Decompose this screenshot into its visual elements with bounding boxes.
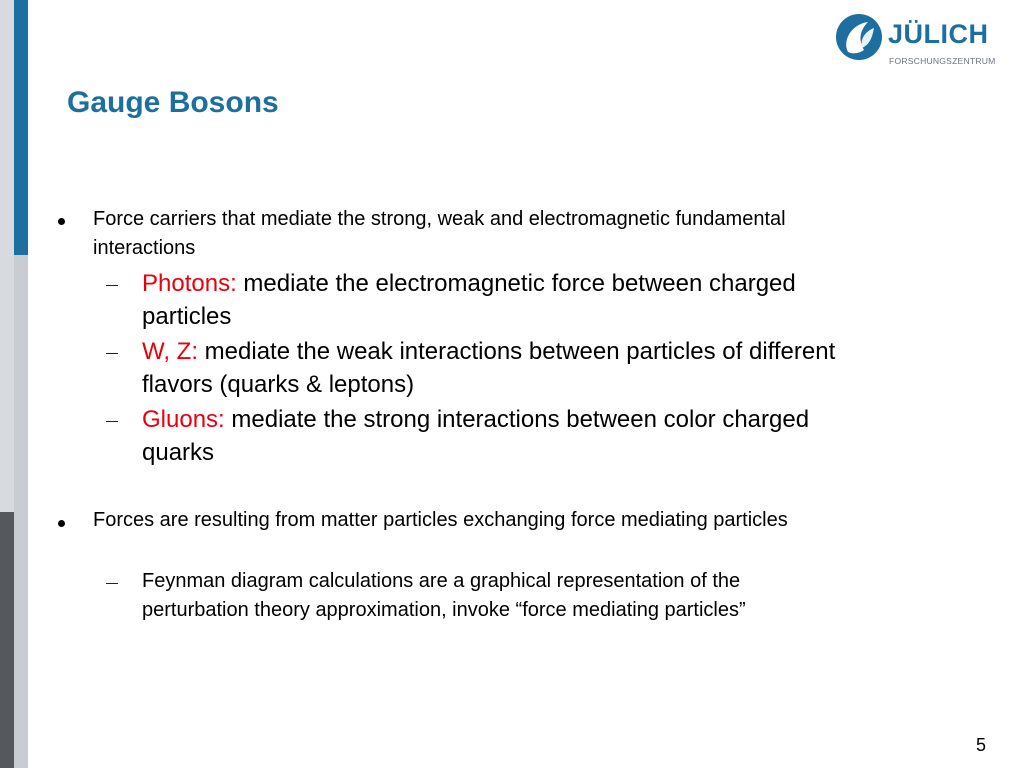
- sub-item-label: Gluons:: [142, 406, 225, 433]
- bullet-dot: [58, 520, 65, 527]
- dash-marker: [106, 285, 118, 286]
- sub-item-text: particles: [142, 303, 232, 330]
- sub-item-gluons: [142, 403, 809, 469]
- sub-item-label: Photons:: [142, 270, 237, 297]
- sub-item-label: W, Z:: [142, 338, 198, 365]
- juelich-logo: [834, 12, 1004, 76]
- logo-subtitle: FORSCHUNGSZENTRUM: [889, 56, 996, 66]
- dash-marker: [106, 583, 118, 584]
- left-band-blue: [14, 0, 28, 255]
- sub-item-photons: [142, 267, 796, 333]
- page-number: 5: [975, 735, 986, 755]
- left-band-dark: [0, 512, 14, 768]
- sub-item-text: mediate the electromagnetic force between charged: [236, 270, 796, 297]
- bullet-dot: [58, 218, 65, 225]
- sub-item-text: Feynman diagram calculations are a graphical representation of the: [142, 570, 741, 592]
- logo-wordmark: JÜLICH: [888, 19, 989, 49]
- sub-item-text: mediate the strong interactions between color charged: [224, 406, 810, 433]
- left-band-strip: [0, 0, 14, 512]
- juelich-logo-icon: [834, 12, 884, 62]
- left-band-pale: [14, 255, 28, 512]
- sub-item-text: flavors (quarks & leptons): [142, 371, 415, 398]
- dash-marker: [106, 353, 118, 354]
- sub-item-feynman: [142, 567, 746, 625]
- sub-item-text: perturbation theory approximation, invoke “force mediating particles”: [142, 599, 746, 621]
- bullet-line: Forces are resulting from matter particles exchanging force mediating particles: [93, 509, 788, 531]
- slide-title: Gauge Bosons: [67, 86, 279, 119]
- bullet-text: [93, 205, 786, 263]
- sub-item-wz: [142, 335, 835, 401]
- sub-item-text: quarks: [142, 439, 215, 466]
- bullet-line: interactions: [93, 237, 196, 259]
- dash-marker: [106, 421, 118, 422]
- sub-item-text: mediate the weak interactions between particles of different: [198, 338, 836, 365]
- bullet-line: Force carriers that mediate the strong, weak and electromagnetic fundamental: [93, 208, 786, 230]
- bullet-text: [93, 506, 788, 535]
